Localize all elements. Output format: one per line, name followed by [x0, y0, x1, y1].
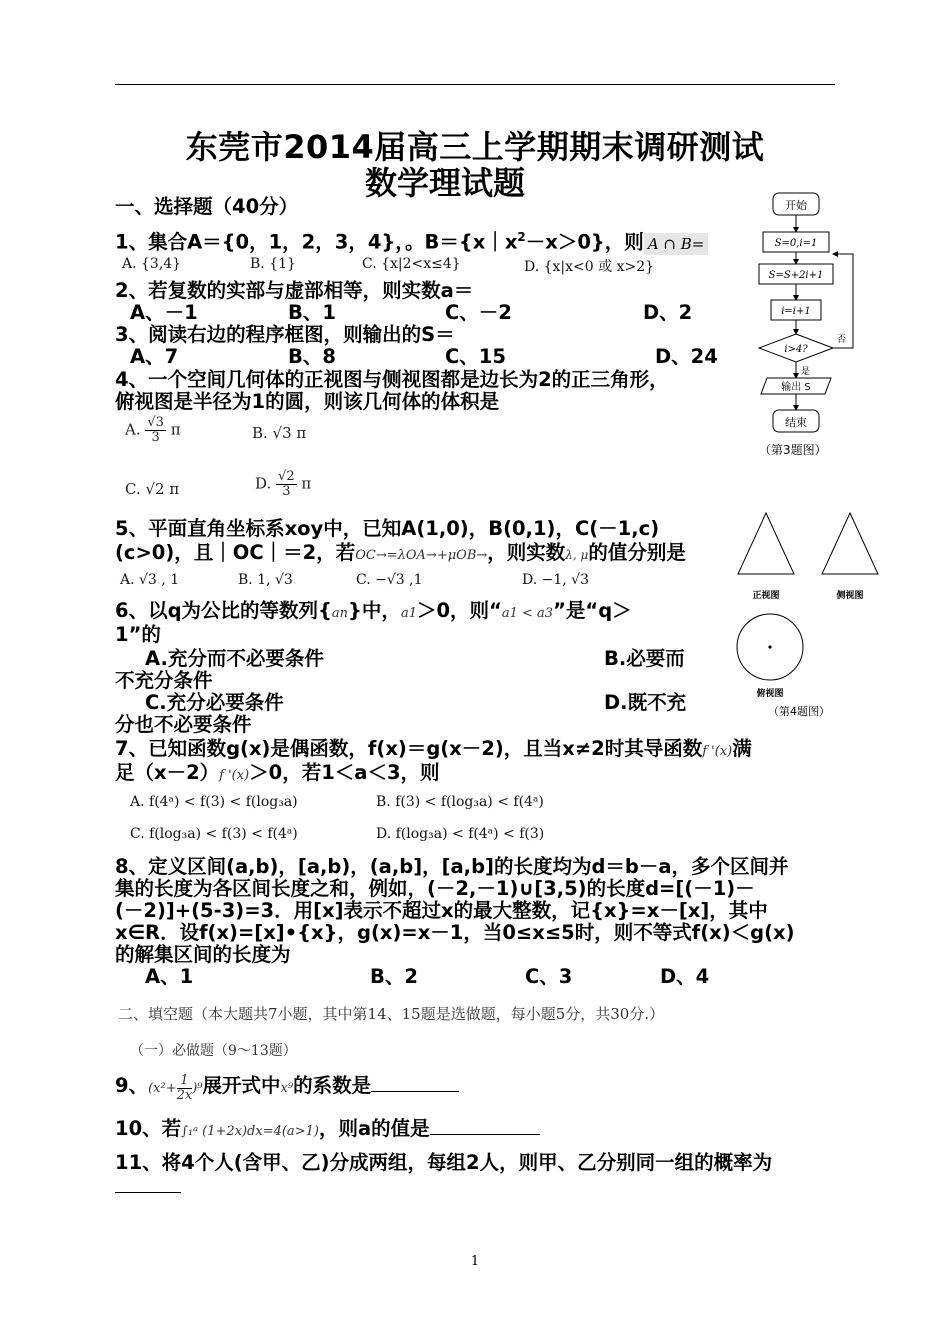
top-rule [115, 84, 835, 85]
q5-text-2 [115, 542, 686, 567]
q9-num: 1 [177, 1074, 193, 1089]
page-subtitle: 数学理试题 [364, 164, 525, 202]
q9-stem-2: 的系数是 [293, 1074, 372, 1097]
q6-stem-a: 6、以q为公比的等数列{ [115, 599, 332, 622]
q4-d-tail: π [301, 474, 312, 493]
q2-option-c: C、－2 [445, 301, 512, 324]
flow-cond-text: i>4? [784, 344, 808, 355]
q5-text-1: 5、平面直角坐标系xoy中，已知A(1,0)，B(0,1)，C(－1,c) [115, 517, 660, 540]
q4-a-label: A. [125, 420, 141, 439]
q6-option-d: D.既不充 [604, 691, 687, 714]
flow-yes-label: 是 [801, 367, 811, 377]
q3-option-c: C、15 [445, 345, 506, 368]
q4-option-a [125, 416, 181, 445]
flow-init-text: S=0,i=1 [774, 238, 818, 249]
q4-option-d [255, 470, 311, 499]
top-view-center [768, 645, 771, 648]
q7-stem-d: ＞0，若1＜a＜3，则 [249, 761, 440, 784]
section2-heading: 二、填空题（本大题共7小题，其中第14、15题是选做题，每小题5分，共30分.） [118, 1005, 665, 1023]
q5-vector-eq: OC→=λOA→+μOB→ [355, 548, 488, 563]
q6-option-c: C.充分必要条件 [145, 691, 284, 714]
q2-option-b: B、1 [288, 301, 336, 324]
q4-a-tail: π [170, 420, 181, 439]
q8-line-1: 8、定义区间(a,b)，[a,b)，(a,b]，[a,b]的长度均为d＝b－a，多个区间并 [115, 855, 789, 878]
q5-option-a: A. √3 , 1 [120, 572, 180, 588]
q4-text-1: 4、一个空间几何体的正视图与侧视图都是边长为2的正三角形， [115, 368, 669, 391]
q11-answer-blank[interactable] [115, 1176, 181, 1193]
q4-d-fraction [276, 470, 297, 499]
q1-text [115, 226, 708, 255]
flow-end-text: 结束 [785, 416, 807, 429]
q6-condition: a1 < a3 [501, 606, 554, 621]
q8-option-d: D、4 [660, 965, 710, 988]
q4-a-num: √3 [147, 415, 164, 430]
q8-option-c: C、3 [525, 965, 573, 988]
q8-line-3: (－2)]+(5-3)=3．用[x]表示不超过x的最大整数，记{x}=x－[x]，其中 [115, 899, 768, 922]
q3-option-d: D、24 [655, 345, 718, 368]
q10-integral: ∫₁ᵃ (1+2x)dx=4(a>1) [181, 1124, 319, 1139]
q4-d-label: D. [255, 474, 272, 493]
q7-stem-a: 7、已知函数g(x)是偶函数，f(x)＝g(x－2)，且当x≠2时其导函数 [115, 737, 703, 760]
q4-option-c: C. √2 π [125, 480, 180, 498]
q1-stem-2: －x＞0}，则 [525, 230, 644, 254]
q2-option-a: A、－1 [130, 301, 198, 324]
flow-caption: （第3题图） [759, 443, 827, 457]
q3-text: 3、阅读右边的程序框图，则输出的S＝ [115, 323, 455, 346]
q7-text-1 [115, 738, 752, 763]
q2-text: 2、若复数的实部与虚部相等，则实数a＝ [115, 279, 474, 302]
page-number: 1 [470, 1254, 480, 1269]
q4-a-den: 3 [151, 430, 160, 445]
q9-expr-a: (x²+ [148, 1081, 177, 1096]
q6-a1: a1 [400, 606, 417, 621]
q2-option-d: D、2 [643, 301, 693, 324]
q8-line-2: 集的长度为各区间长度之和，例如，(－2,－1)∪[3,5)的长度d=[(－1)－ [115, 877, 755, 900]
flow-start-text: 开始 [785, 199, 807, 212]
q8-line-5: 的解集区间的长度为 [115, 943, 291, 966]
q6-stem-d: ”是“q＞ [553, 599, 632, 622]
q9-fraction [177, 1074, 193, 1103]
q9-expr-b: )⁹ [192, 1081, 203, 1096]
q6-text-2: 1”的 [115, 623, 161, 646]
q7-text-2 [115, 762, 440, 787]
q7-option-a: A. f(4ᵃ) < f(3) < f(log₃a) [130, 794, 298, 810]
q8-option-b: B、2 [370, 965, 418, 988]
section1-heading: 一、选择题（40分） [115, 195, 299, 218]
q4-text-2: 俯视图是半径为1的圆，则该几何体的体积是 [115, 390, 500, 413]
q9-x9: x⁹ [280, 1081, 294, 1096]
side-view-label: 侧视图 [836, 591, 864, 601]
q6-stem-b: }中， [348, 599, 401, 622]
q1-option-d: D. {x|x<0 或 x>2} [524, 259, 655, 275]
q1-option-a: A. {3,4} [122, 256, 182, 272]
q9-label: 9、 [115, 1074, 149, 1097]
q1-sup: 2 [517, 230, 526, 244]
q10-stem: ，则a的值是 [318, 1117, 430, 1140]
q4-a-fraction [145, 416, 166, 445]
q6-option-b-cont: 不充分条件 [115, 669, 213, 692]
q5-option-b: B. 1, √3 [238, 572, 293, 588]
q11-text: 11、将4个人(含甲、乙)分成两组，每组2人，则甲、乙分别同一组的概率为 [115, 1151, 773, 1174]
q6-option-b: B.必要而 [604, 647, 685, 670]
q7-derivative: f '(x) [702, 744, 733, 759]
q9-answer-blank[interactable] [371, 1091, 459, 1092]
q8-line-4: x∈R．设f(x)=[x]•{x}，g(x)=x－1，当0≤x≤5时，则不等式f(x)＜g(x) [115, 921, 795, 944]
q7-option-b: B. f(3) < f(log₃a) < f(4ᵃ) [376, 794, 544, 810]
q7-option-d: D. f(log₃a) < f(4ᵃ) < f(3) [376, 826, 545, 842]
q10-text [115, 1118, 540, 1143]
q6-option-d-cont: 分也不必要条件 [115, 713, 252, 736]
q5-lambda-mu: λ, μ [565, 548, 589, 562]
flow-inc-text: i=i+1 [781, 306, 811, 317]
section2-sub: （一）必做题（9～13题） [130, 1043, 297, 1059]
q6-stem-c: ＞0，则“ [416, 599, 502, 622]
q7-stem-b: 满 [732, 737, 752, 760]
q9-text [115, 1074, 459, 1103]
front-view-triangle [738, 513, 794, 574]
q10-label: 10、若 [115, 1117, 182, 1140]
q4-d-num: √2 [278, 469, 295, 484]
q9-den: 2x [176, 1088, 193, 1103]
q1-option-b: B. {1} [250, 256, 296, 272]
q5-option-c: C. −√3 ,1 [356, 572, 423, 588]
q1-expr: A ∩ B= [644, 233, 709, 255]
q9-stem: 展开式中 [202, 1074, 281, 1097]
q5-stem-b: ，则实数 [487, 541, 566, 564]
q3-option-a: A、7 [130, 345, 179, 368]
q5-stem-c: 的值分别是 [588, 541, 686, 564]
page-title: 东莞市2014届高三上学期期末调研测试 [185, 128, 765, 166]
q6-an: an [331, 606, 349, 621]
q8-option-a: A、1 [145, 965, 194, 988]
q4-d-den: 3 [282, 484, 291, 499]
q1-stem: 1、集合A＝{0，1，2，3，4}，。B＝{x｜x [115, 230, 518, 254]
flow-update-text: S=S+2i+1 [768, 270, 824, 281]
three-views-figure [728, 508, 898, 723]
top-view-label: 俯视图 [756, 689, 784, 699]
q4-option-b: B. √3 π [252, 424, 307, 442]
flow-no-label: 否 [837, 335, 847, 345]
q5-stem-a: (c>0)，且｜OC｜＝2，若 [115, 541, 356, 564]
side-view-triangle [822, 513, 878, 574]
q5-option-d: D. −1, √3 [522, 572, 589, 588]
front-view-label: 正视图 [752, 591, 780, 601]
q7-stem-c: 足（x－2） [115, 761, 220, 784]
q1-option-c: C. {x|2<x≤4} [362, 256, 461, 272]
q6-text-1 [115, 600, 632, 625]
flowchart-figure [745, 188, 870, 468]
flow-output-text: 输出 S [781, 382, 811, 393]
q7-derivative-2: f '(x) [219, 768, 250, 783]
q6-option-a: A.充分而不必要条件 [145, 647, 324, 670]
views-caption: （第4题图） [768, 705, 830, 718]
q7-option-c: C. f(log₃a) < f(3) < f(4ᵃ) [130, 826, 298, 842]
q9-expr [148, 1073, 203, 1103]
q10-answer-blank[interactable] [430, 1134, 540, 1135]
q3-option-b: B、8 [288, 345, 336, 368]
